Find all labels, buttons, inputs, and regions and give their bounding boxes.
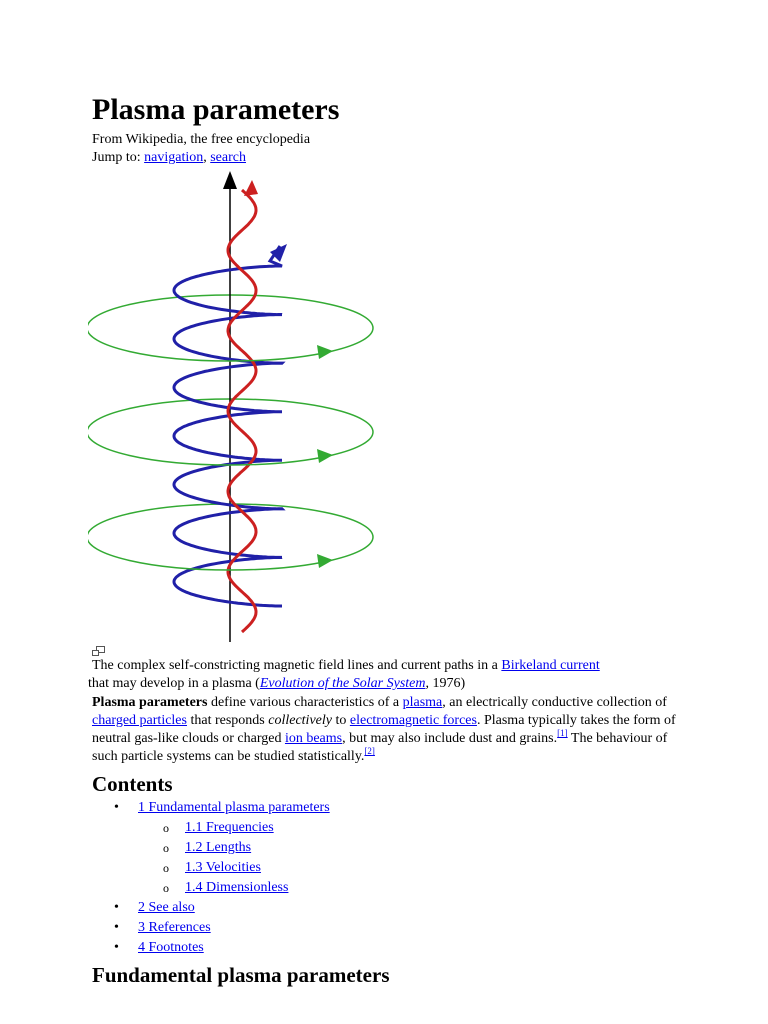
footnote-ref-2[interactable]: [2] bbox=[364, 746, 375, 756]
lead-text: , but may also include dust and grains. bbox=[342, 731, 558, 746]
field-loop-arrowhead bbox=[317, 554, 333, 568]
jump-to bbox=[92, 149, 310, 167]
toc-link-velocities[interactable]: 1.3 Velocities bbox=[185, 860, 261, 875]
jump-search-link[interactable]: search bbox=[210, 150, 246, 165]
toc-link-frequencies[interactable]: 1.1 Frequencies bbox=[185, 820, 274, 835]
toc-link-see-also[interactable]: 2 See also bbox=[138, 900, 195, 915]
bold-term: Plasma parameters bbox=[92, 695, 208, 710]
footnote-ref-1[interactable]: [1] bbox=[557, 728, 568, 738]
evolution-solar-system-link[interactable] bbox=[260, 676, 426, 691]
birkeland-current-link[interactable]: Birkeland current bbox=[501, 658, 600, 673]
caption-text: The complex self-constricting magnetic field lines and current paths in a bbox=[92, 658, 502, 673]
lead-italic: collectively bbox=[268, 713, 332, 728]
toc-link-dimensionless[interactable]: 1.4 Dimensionless bbox=[185, 880, 289, 895]
tagline: From Wikipedia, the free encyclopedia bbox=[92, 132, 311, 147]
toc-item bbox=[92, 799, 330, 897]
electromagnetic-forces-link[interactable]: electromagnetic forces bbox=[349, 713, 477, 728]
toc-link-lengths[interactable]: 1.2 Lengths bbox=[185, 840, 252, 855]
helical-field-line bbox=[174, 246, 282, 606]
charged-particles-link[interactable]: charged particles bbox=[92, 713, 187, 728]
toc-subitem bbox=[138, 819, 330, 837]
ion-beams-link[interactable]: ion beams bbox=[284, 731, 343, 746]
plasma-link[interactable]: plasma bbox=[402, 695, 443, 710]
table-of-contents bbox=[92, 797, 330, 959]
birkeland-current-figure[interactable] bbox=[88, 166, 388, 646]
toc-link-references[interactable]: 3 References bbox=[138, 920, 211, 935]
caption-text: that may develop in a plasma ( bbox=[88, 676, 260, 691]
toc-subitem bbox=[138, 859, 330, 877]
caption-text: , 1976) bbox=[425, 676, 466, 691]
lead-text: The behaviour of such particle systems can be studied statistically. bbox=[92, 731, 668, 764]
axis-arrowhead bbox=[223, 171, 237, 189]
field-loop-arrowhead bbox=[317, 345, 333, 359]
lead-text: define various characteristics of a bbox=[207, 695, 403, 710]
magnify-clip-icon[interactable] bbox=[92, 644, 105, 655]
lead-text: . Plasma typically takes the form of neutral gas-like clouds or charged bbox=[92, 713, 676, 746]
current-arrowhead bbox=[244, 180, 258, 196]
lead-text: to bbox=[331, 713, 350, 728]
lead-text: that responds bbox=[186, 713, 269, 728]
page-title: Plasma parameters bbox=[92, 93, 340, 126]
jump-navigation-link[interactable]: navigation bbox=[144, 150, 204, 165]
field-loop-arrowhead bbox=[317, 449, 333, 463]
caption-link-italic: Evolution of the Solar System bbox=[259, 676, 426, 691]
toc-link-fundamental[interactable]: 1 Fundamental plasma parameters bbox=[138, 800, 330, 815]
figure-caption bbox=[88, 657, 692, 693]
jump-to-label: Jump to: bbox=[92, 150, 141, 165]
toc-item bbox=[92, 919, 330, 937]
lead-paragraph bbox=[92, 694, 686, 766]
birkeland-current-diagram bbox=[88, 166, 388, 646]
toc-item bbox=[92, 939, 330, 957]
toc-subitem bbox=[138, 879, 330, 897]
toc-item bbox=[92, 899, 330, 917]
section-heading: Fundamental plasma parameters bbox=[92, 963, 390, 987]
article-meta bbox=[92, 131, 310, 167]
toc-subitem bbox=[138, 839, 330, 857]
contents-heading: Contents bbox=[92, 772, 173, 796]
lead-text: , an electrically conductive collection of bbox=[442, 695, 667, 710]
jump-separator: , bbox=[203, 150, 207, 165]
toc-link-footnotes[interactable]: 4 Footnotes bbox=[138, 940, 204, 955]
